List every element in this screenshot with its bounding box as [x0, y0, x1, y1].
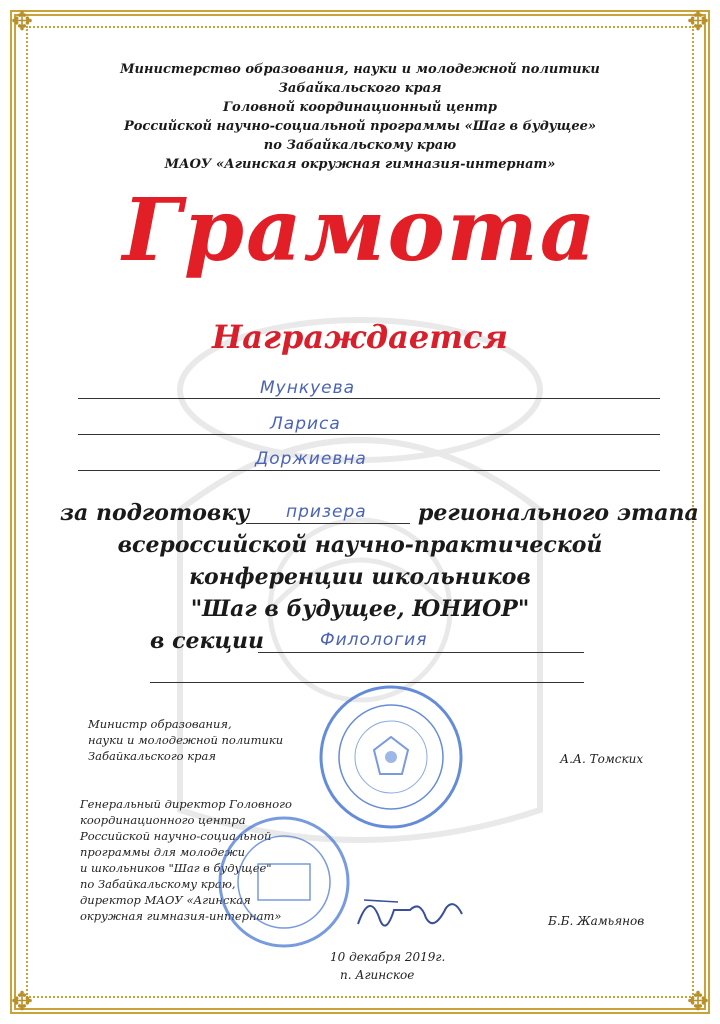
recipient-surname: Мункуева	[260, 378, 356, 398]
corner-ornament-icon: ✥	[11, 987, 33, 1017]
role-line: директор МАОУ «Агинская	[80, 893, 251, 907]
placement-value: призера	[286, 502, 367, 522]
header-line: Министерство образования, науки и молодежной политики	[120, 62, 600, 77]
header-line: по Забайкальскому краю	[263, 138, 457, 153]
name-line	[78, 434, 660, 435]
body-prefix: за подготовку	[60, 500, 250, 526]
header-line: Российской научно-социальной программы «Шаг в будущее»	[123, 119, 596, 134]
name-line	[78, 470, 660, 471]
role-line: науки и молодежной политики	[88, 733, 284, 747]
signatory-1-name: А.А. Томских	[560, 752, 644, 766]
role-line: окружная гимназия-интернат»	[80, 909, 282, 923]
signatory-1-role	[88, 716, 283, 764]
certificate-title: Грамота	[122, 180, 598, 281]
header-line: Головной координационный центр	[223, 100, 497, 115]
handwritten-signature	[350, 880, 470, 940]
role-line: Российской научно-социальной	[80, 829, 272, 843]
header-line: МАОУ «Агинская окружная гимназия-интернат»	[164, 157, 556, 172]
section-prefix: в секции	[150, 628, 265, 654]
role-line: Генеральный директор Головного	[80, 797, 292, 811]
body-line-3: конференции школьников	[189, 564, 531, 590]
recipient-first-name: Лариса	[270, 414, 341, 434]
role-line: координационного центра	[80, 813, 246, 827]
body-line-2: всероссийской научно-практической	[117, 532, 603, 558]
corner-ornament-icon: ✥	[687, 7, 709, 37]
role-line: Министр образования,	[88, 717, 232, 731]
body-line-4: "Шаг в будущее, ЮНИОР"	[190, 596, 530, 622]
role-line: и школьников "Шаг в будущее"	[80, 861, 272, 875]
section-line	[258, 652, 584, 653]
issue-place: п. Агинское	[340, 968, 415, 982]
role-line: программы для молодежи	[80, 845, 245, 859]
issuer-header	[60, 60, 660, 174]
role-line: по Забайкальскому краю,	[80, 877, 236, 891]
body-suffix: регионального этапа	[418, 500, 699, 526]
placement-line	[246, 523, 410, 524]
official-seal-stamp	[316, 682, 466, 832]
corner-ornament-icon: ✥	[11, 7, 33, 37]
school-seal-stamp	[214, 812, 354, 952]
recipient-patronymic: Доржиевна	[255, 449, 367, 469]
role-line: Забайкальского края	[88, 749, 216, 763]
awarded-heading: Награждается	[211, 318, 508, 356]
issue-date: 10 декабря 2019г.	[330, 950, 446, 964]
section-value: Филология	[320, 630, 428, 650]
corner-ornament-icon: ✥	[687, 987, 709, 1017]
signatory-2-name: Б.Б. Жамьянов	[548, 914, 645, 928]
header-line: Забайкальского края	[278, 81, 442, 96]
name-line	[78, 398, 660, 399]
